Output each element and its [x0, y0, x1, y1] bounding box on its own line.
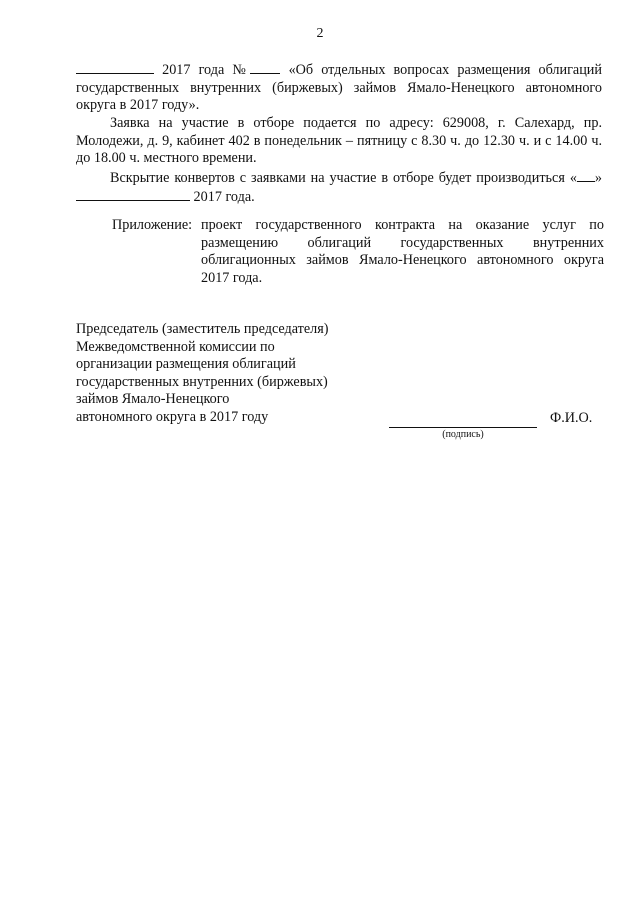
attachment-label: Приложение:	[112, 217, 193, 233]
signatory-line: государственных внутренних (биржевых)	[76, 373, 328, 390]
number-blank	[250, 61, 280, 74]
signature-line	[389, 427, 537, 428]
paragraph-application-address: Заявка на участие в отборе подается по адресу: 629008, г. Салехард, пр. Молодежи, д. 9, кабинет 402 в понедельник – пятницу с 8.30 ч. до 12.30 ч. и с 14.00 ч. до 18.00 ч. местного времени.	[76, 115, 602, 166]
quote-close: »	[594, 170, 602, 186]
attachment-text: проект государственного контракта на оказание услуг по размещению облигаций государственных внутренних облигационных займов Ямало-Ненецкого автономного округа 2017 года.	[201, 217, 604, 286]
day-blank	[577, 169, 595, 182]
signature-caption: (подпись)	[442, 429, 484, 440]
signatory-line: автономного округа в 2017 году	[76, 408, 269, 425]
order-title: «Об отдельных вопросах размещения облигаций государственных внутренних (биржевых) займов Ямало-Ненецкого автономного округа в 2017 году».	[76, 62, 602, 113]
month-blank	[76, 188, 190, 201]
paragraph-envelope-opening	[76, 169, 602, 206]
signatory-line: организации размещения облигаций	[76, 356, 296, 373]
paragraph-order-reference	[76, 61, 602, 115]
date-blank	[76, 61, 154, 74]
opening-text: Вскрытие конвертов с заявками на участие в отборе будет производиться	[110, 170, 565, 186]
opening-year: 2017 года.	[193, 188, 255, 205]
signatory-line: займов Ямало-Ненецкого	[76, 391, 230, 408]
year-number-label: 2017 года №	[162, 62, 251, 78]
name-placeholder: Ф.И.О.	[550, 410, 593, 426]
signatory-line: Межведомственной комиссии по	[76, 338, 275, 355]
quote-open: «	[569, 170, 577, 186]
signatory-line: Председатель (заместитель председателя)	[76, 321, 329, 337]
page-number: 2	[316, 26, 324, 41]
signatory-title	[76, 321, 376, 427]
